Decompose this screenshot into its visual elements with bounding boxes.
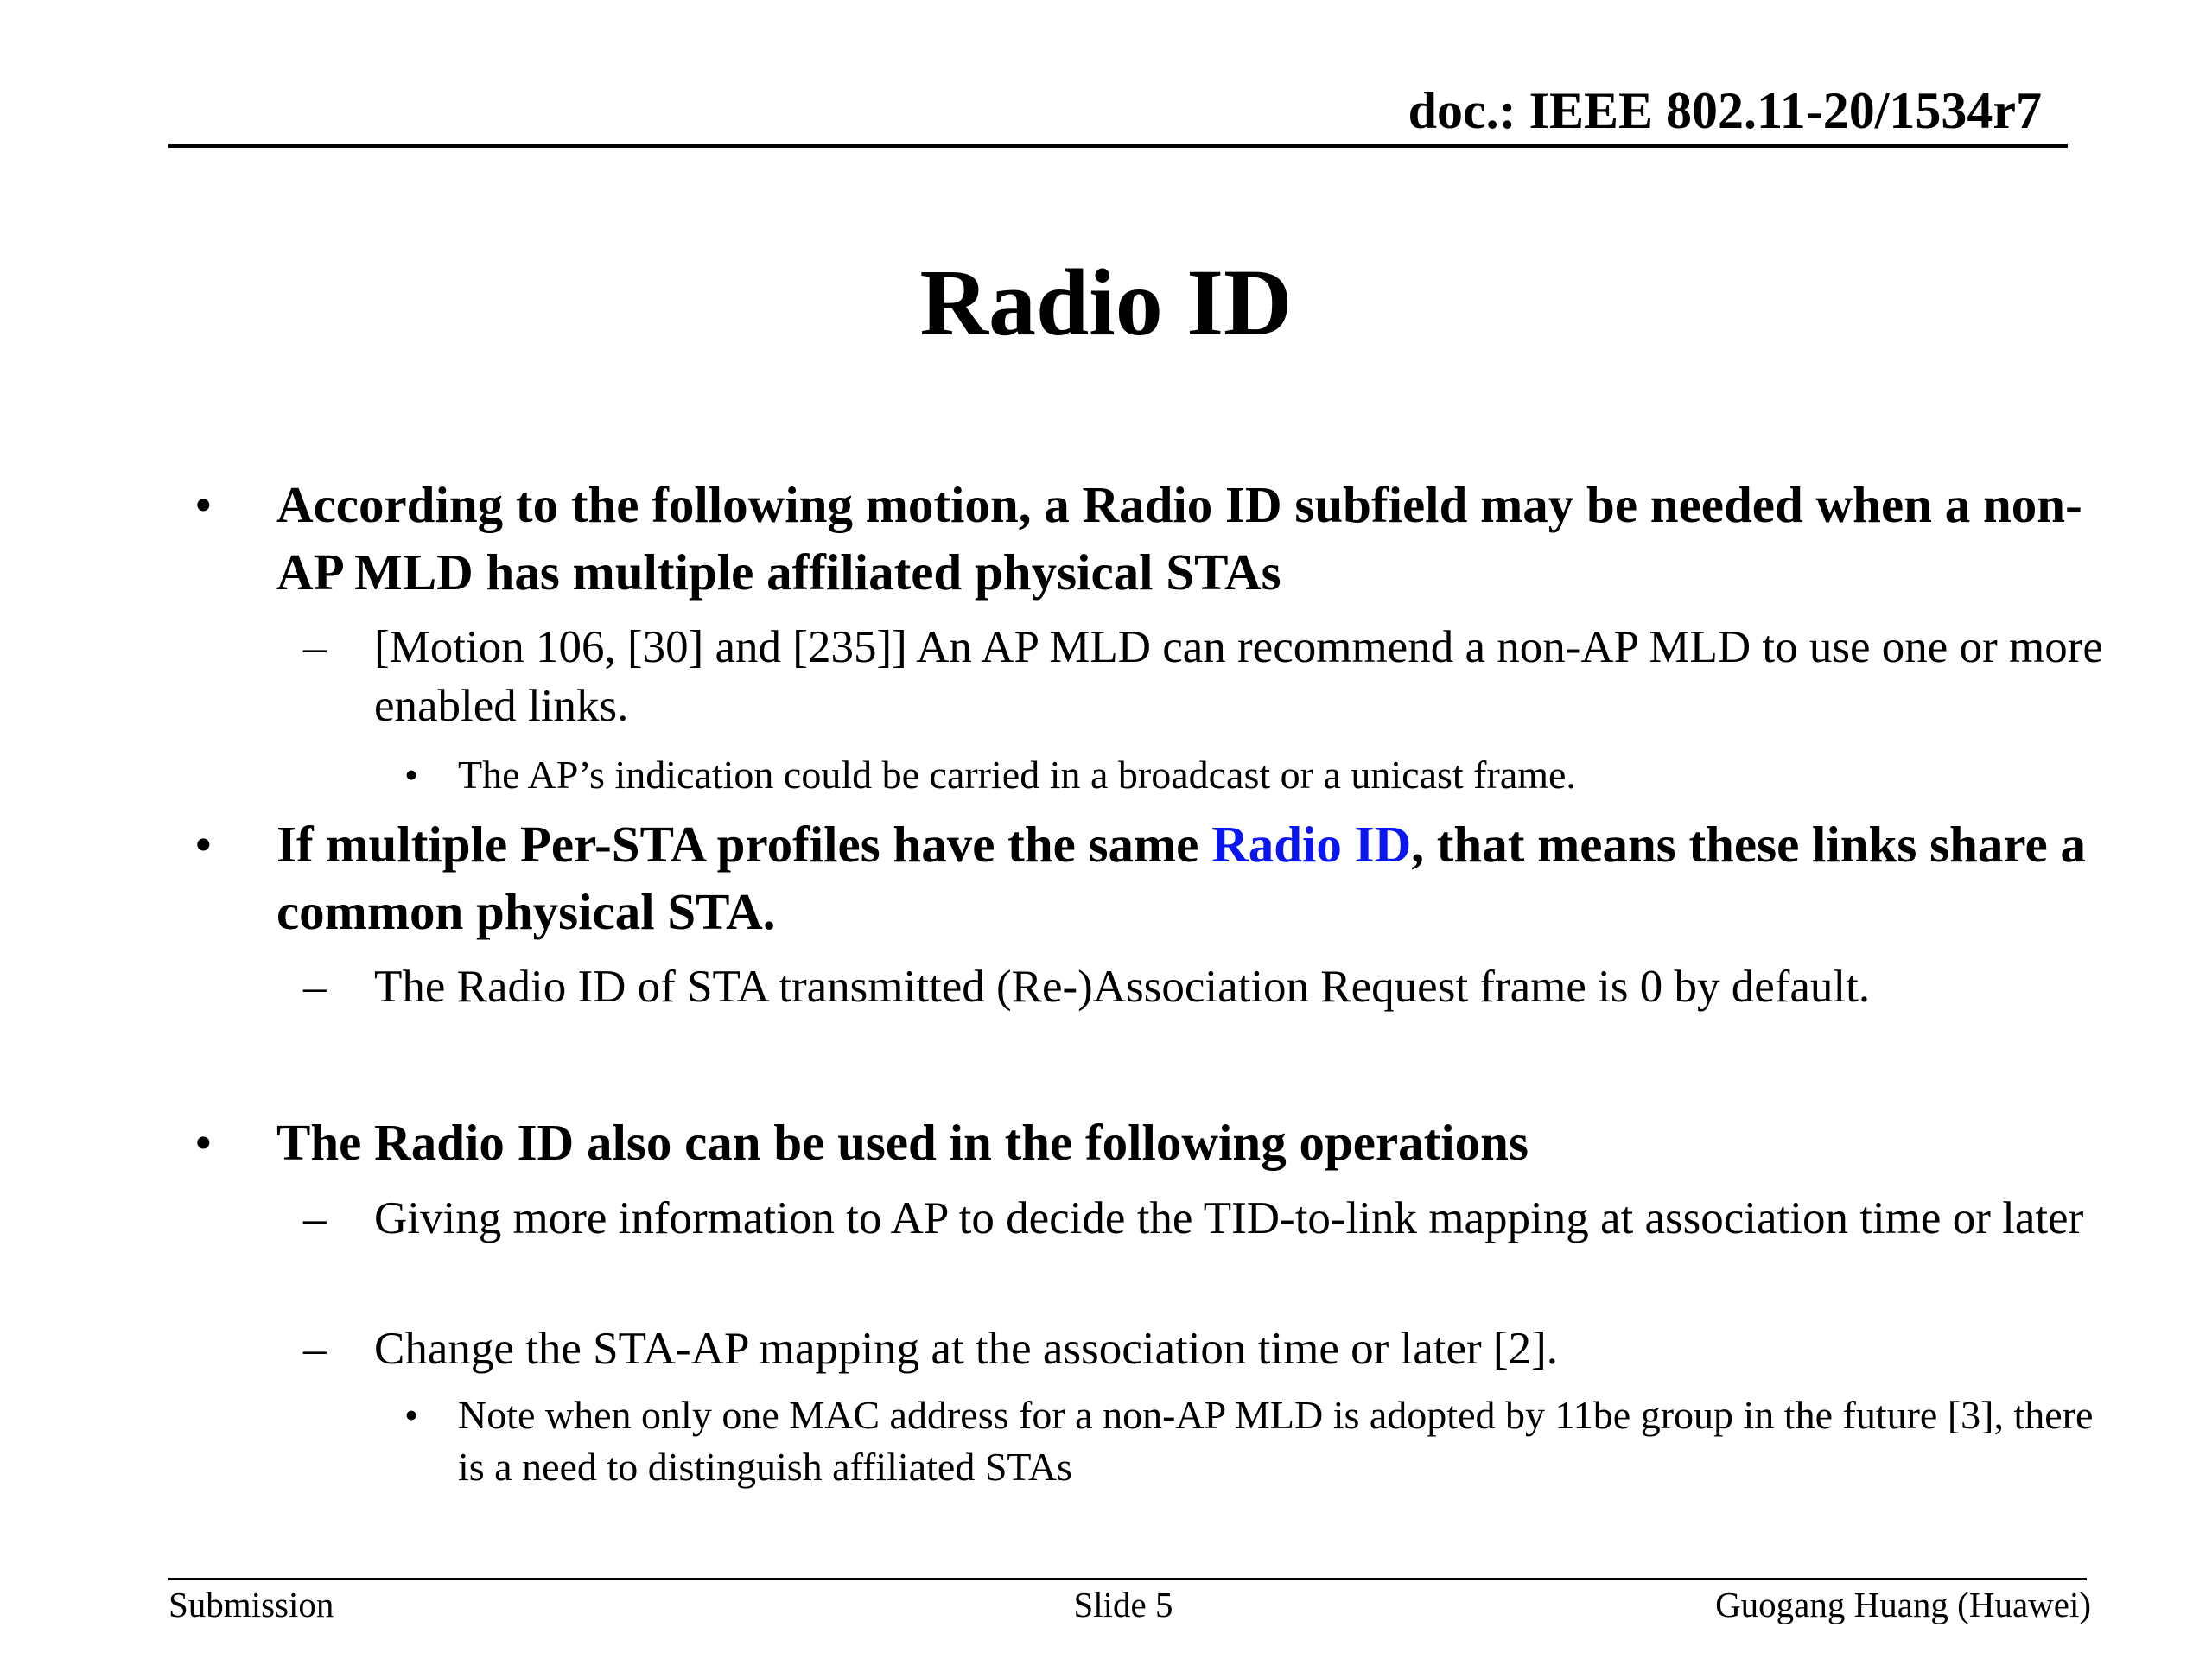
slide-number: Slide 5: [1073, 1585, 1173, 1624]
bullet-marker: •: [404, 1393, 419, 1437]
bullet-marker: •: [194, 476, 213, 533]
bullet-1-sub-1: [303, 618, 2163, 735]
dash-marker: –: [303, 622, 327, 672]
bullet-3-sub-2-text: Change the STA-AP mapping at the association time or later [2].: [374, 1324, 1558, 1374]
header-divider: [168, 144, 2068, 148]
bullet-3: [194, 1109, 2134, 1176]
dash-marker: –: [303, 962, 327, 1012]
bullet-3-sub-1: [303, 1189, 2163, 1248]
bullet-2-sub-1-text: The Radio ID of STA transmitted (Re-)Association Request frame is 0 by default.: [374, 962, 1871, 1012]
bullet-3-sub-2-sub-1: [404, 1389, 2121, 1493]
footer-divider: [168, 1578, 2087, 1580]
bullet-1: [194, 471, 2134, 606]
document-id: doc.: IEEE 802.11-20/1534r7: [1408, 82, 2042, 139]
bullet-2-sub-1: [303, 957, 2163, 1016]
bullet-2: [194, 810, 2134, 945]
bullet-1-sub-1-sub-1-text: The AP’s indication could be carried in a broadcast or a unicast frame.: [458, 753, 1576, 797]
bullet-3-text: The Radio ID also can be used in the following operations: [276, 1114, 1529, 1171]
dash-marker: –: [303, 1193, 327, 1243]
bullet-1-text: According to the following motion, a Radio ID subfield may be needed when a non-AP MLD has multiple affiliated physical STAs: [276, 476, 2082, 601]
footer-submission: Submission: [168, 1585, 334, 1624]
bullet-1-sub-1-sub-1: [404, 749, 2121, 801]
radio-id-highlight: Radio ID: [1211, 816, 1412, 873]
slide-title: Radio ID: [919, 250, 1293, 355]
dash-marker: –: [303, 1324, 327, 1374]
bullet-1-sub-1-text: [Motion 106, [30] and [235]] An AP MLD can recommend a non-AP MLD to use one or more enabled links.: [374, 622, 2103, 731]
bullet-2-text-before: If multiple Per-STA profiles have the same: [276, 816, 1212, 873]
bullet-3-sub-2-sub-1-text: Note when only one MAC address for a non-AP MLD is adopted by 11be group in the future [3], there is a need to distinguish affiliated STAs: [458, 1393, 2094, 1489]
bullet-2-text-after: , that means these links share a common physical STA.: [276, 816, 2086, 940]
bullet-marker: •: [194, 1114, 213, 1171]
footer-author: Guogang Huang (Huawei): [1715, 1585, 2091, 1624]
bullet-3-sub-2: [303, 1319, 2163, 1378]
bullet-marker: •: [404, 753, 419, 797]
bullet-3-sub-1-text: Giving more information to AP to decide the TID-to-link mapping at association time or later: [374, 1193, 2084, 1243]
bullet-marker: •: [194, 816, 213, 873]
